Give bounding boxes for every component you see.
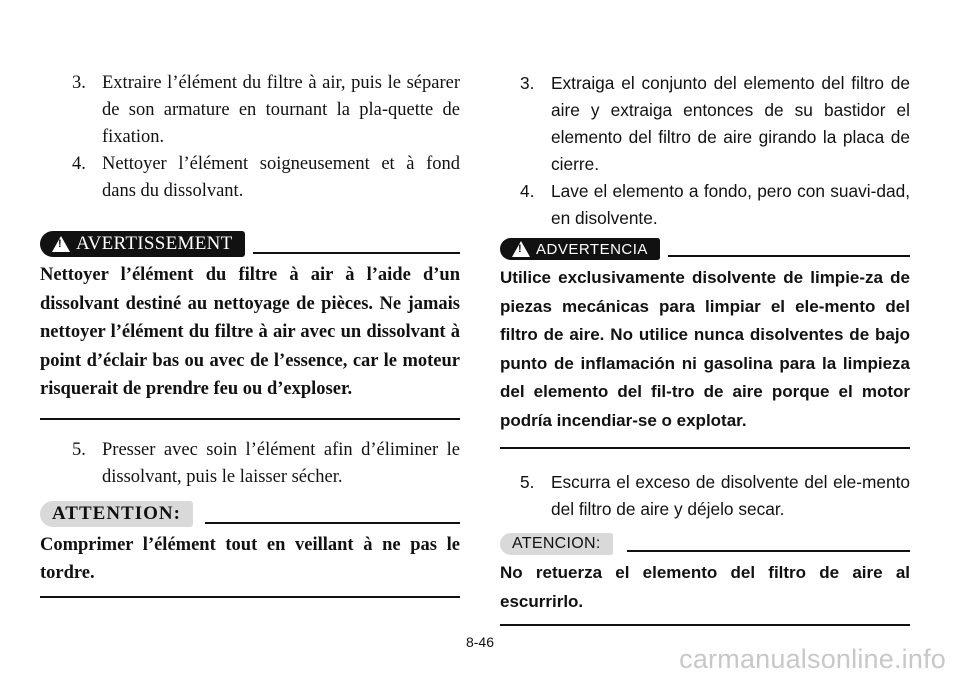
warning-text-es: Utilice exclusivamente disolvente de limpie-za de piezas mecánicas para limpiar el ele-mento del filtro de aire. No utilice nunca disolventes de bajo punto de inflamación ni gasolina para la limpieza del elemento del fil-tro de aire porque el motor podría incendiar-se o explotar. [500, 268, 910, 430]
step-text: Extraiga el conjunto del elemento del filtro de aire y extraiga entonces de su bastidor el elemento del filtro de aire girando la placa de cierre. [551, 73, 910, 174]
header-rule [668, 255, 910, 257]
step-number: 4. [72, 154, 86, 174]
warning-text-fr: Nettoyer l’élément du filtre à air à l’aide d’un dissolvant destiné au nettoyage de pièces. Ne jamais nettoyer l’élément du filtre à air avec un dissolvant à point d’éclair bas ou avec de l’essence, car le moteur risquerait de prendre feu ou d’exploser. [40, 265, 460, 399]
warning-triangle-icon [52, 236, 70, 252]
step-text: Presser avec soin l’élément afin d’éliminer le dissolvant, puis le laisser sécher. [102, 439, 460, 487]
step-3-es [500, 70, 910, 178]
attention-badge: ATENCION: [500, 533, 613, 555]
step-text: Extraire l’élément du filtre à air, puis le séparer de son armature en tournant la pla-quette de fixation. [102, 73, 460, 147]
step-4-fr [40, 151, 460, 205]
warning-triangle-icon [512, 241, 530, 257]
page-number: 8-46 [465, 634, 495, 650]
step-5-fr [40, 437, 460, 491]
step-text: Lave el elemento a fondo, pero con suavi-dad, en disolvente. [551, 181, 910, 228]
step-number: 5. [520, 472, 535, 492]
attention-badge: ATTENTION: [40, 501, 193, 527]
warning-header-es [500, 238, 910, 260]
step-5-es [500, 469, 910, 523]
attention-end-rule [500, 624, 910, 626]
attention-text-fr: Comprimer l’élément tout en veillant à ne pas le tordre. [40, 534, 460, 583]
step-number: 4. [520, 181, 535, 201]
step-text: Escurra el exceso de disolvente del ele-mento del filtro de aire y déjelo secar. [551, 472, 910, 519]
attention-header-fr [40, 501, 460, 527]
step-number: 3. [520, 73, 535, 93]
warning-header-fr [40, 231, 460, 257]
attention-text-es: No retuerza el elemento del filtro de aire al escurrirlo. [500, 563, 910, 611]
header-rule [627, 550, 910, 552]
attention-header-es [500, 533, 910, 555]
step-number: 3. [72, 73, 86, 93]
column-french [40, 70, 460, 598]
warning-label: ADVERTENCIA [536, 240, 648, 258]
warning-badge [500, 238, 660, 260]
step-3-fr [40, 70, 460, 151]
warning-label: AVERTISSEMENT [76, 233, 233, 254]
watermark: carmanualsonline.info [679, 644, 946, 674]
step-text: Nettoyer l’élément soigneusement et à fond dans du dissolvant. [102, 154, 460, 201]
header-rule [253, 252, 460, 254]
step-4-es [500, 178, 910, 232]
attention-end-rule [40, 596, 460, 598]
step-number: 5. [72, 439, 86, 460]
warning-badge [40, 231, 245, 257]
header-rule [205, 522, 460, 524]
column-spanish [500, 70, 910, 626]
